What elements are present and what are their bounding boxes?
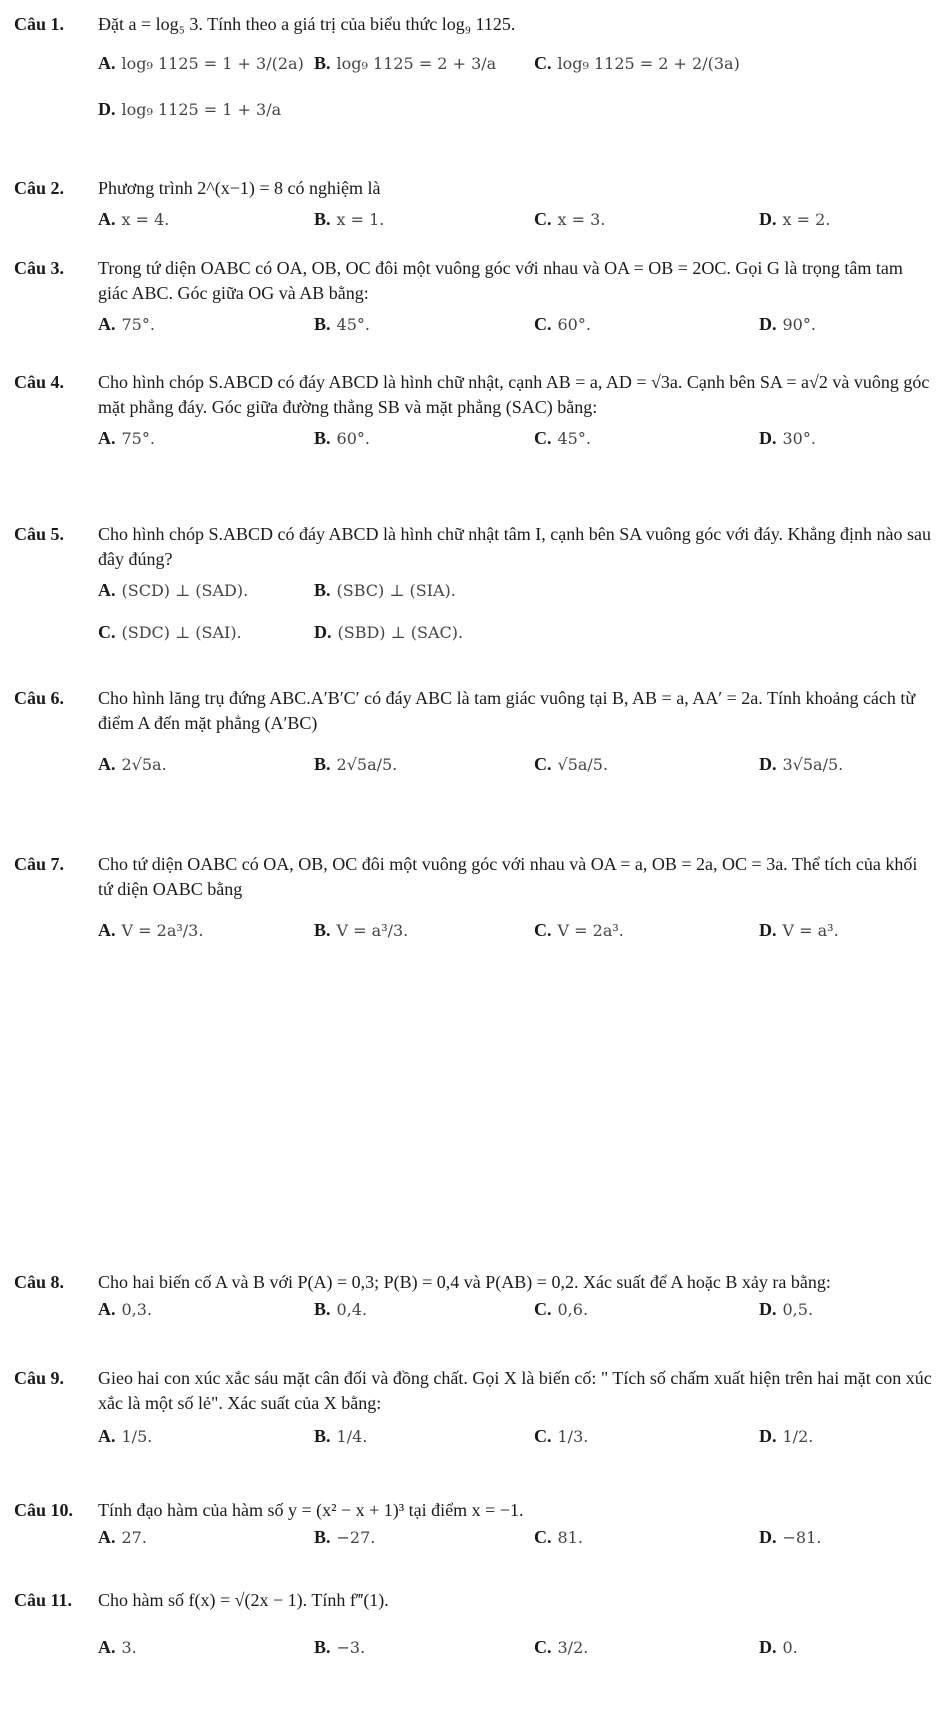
option-b [314,207,384,232]
option-label: C. [534,754,552,774]
option-value: −27. [336,1528,376,1547]
option-d [759,207,830,232]
option-value: 45°. [557,429,591,448]
option-d [314,620,463,645]
option-c [534,312,591,337]
question-11 [14,1588,936,1683]
option-label: D. [759,314,777,334]
question-7 [14,852,936,966]
option-label: D. [759,1299,777,1319]
option-label: B. [314,209,331,229]
option-value: 1/2. [782,1427,814,1446]
option-value: log₉ 1125 = 1 + 3/a [121,100,282,119]
option-label: B. [314,1299,331,1319]
option-value: 60°. [557,315,591,334]
question-label: Câu 2. [14,178,65,198]
question-10 [14,1498,936,1555]
option-value: V = a³/3. [336,921,409,940]
option-label: B. [314,754,331,774]
option-label: A. [98,754,116,774]
question-text: Phương trình 2^(x−1) = 8 có nghiệm là [98,178,381,198]
option-c [534,918,624,943]
option-c [534,51,740,76]
option-b [314,578,456,603]
option-a [98,312,155,337]
option-label: C. [534,209,552,229]
option-b [314,1424,367,1449]
question-label: Câu 6. [14,688,65,708]
option-label: C. [534,53,552,73]
option-value: 30°. [782,429,816,448]
option-label: C. [534,920,552,940]
option-b [314,1635,365,1660]
option-d [759,752,843,777]
option-c [98,620,242,645]
option-b [314,426,370,451]
option-value: (SCD) ⊥ (SAD). [121,581,249,600]
option-c [534,752,608,777]
option-value: x = 3. [557,210,606,229]
option-c [534,426,591,451]
option-label: B. [314,1637,331,1657]
option-a [98,1525,147,1550]
option-value: log₉ 1125 = 2 + 3/a [336,54,497,73]
option-b [314,312,370,337]
option-label: A. [98,314,116,334]
option-label: D. [759,1527,777,1547]
question-label: Câu 8. [14,1272,65,1292]
option-d [759,1297,813,1322]
option-value: −3. [336,1638,366,1657]
option-a [98,1297,152,1322]
question-text: Cho hình chóp S.ABCD có đáy ABCD là hình chữ nhật, cạnh AB = a, AD = √3a. Cạnh bên SA = a√2 và vuông góc mặt phẳng đáy. Góc giữa đường thẳng SB và mặt phẳng (SAC) bằng: [98,372,930,417]
option-d [14,97,936,122]
option-b [314,1297,367,1322]
question-3 [14,256,936,354]
option-value: V = 2a³. [557,921,624,940]
question-label: Câu 1. [14,14,65,34]
option-label: B. [314,1527,331,1547]
option-c [534,1424,588,1449]
question-label: Câu 3. [14,258,65,278]
option-a [98,578,248,603]
option-label: D. [98,99,116,119]
option-value: 0,4. [336,1300,368,1319]
option-value: 3/2. [557,1638,589,1657]
option-label: A. [98,209,116,229]
option-label: A. [98,1426,116,1446]
question-text: Cho hai biến cố A và B với P(A) = 0,3; P(B) = 0,4 và P(AB) = 0,2. Xác suất để A hoặc B xảy ra bằng: [98,1272,831,1292]
option-value: (SBD) ⊥ (SAC). [337,623,464,642]
option-d [759,312,816,337]
option-value: 3√5a/5. [782,755,844,774]
option-label: A. [98,580,116,600]
option-b [314,752,397,777]
option-value: (SDC) ⊥ (SAI). [121,623,242,642]
option-c [534,1525,583,1550]
option-value: 60°. [336,429,370,448]
question-1 [14,12,936,122]
option-a [98,51,304,76]
option-value: 90°. [782,315,816,334]
option-b [314,1525,375,1550]
question-6 [14,686,936,800]
option-c [534,207,605,232]
option-value: 45°. [336,315,370,334]
option-a [98,207,169,232]
option-label: D. [759,920,777,940]
option-label: B. [314,428,331,448]
option-label: C. [534,1637,552,1657]
option-value: 1/3. [557,1427,589,1446]
question-text: Trong tứ diện OABC có OA, OB, OC đôi một vuông góc với nhau và OA = OB = 2OC. Gọi G là trọng tâm tam giác ABC. Góc giữa OG và AB bằng: [98,258,903,303]
option-value: 2√5a. [121,755,167,774]
option-value: 27. [121,1528,147,1547]
option-label: D. [759,754,777,774]
option-label: C. [98,622,116,642]
question-4 [14,370,936,468]
question-text: Đặt a = log₅ 3. Tính theo a giá trị của biểu thức log₉ 1125. [98,14,516,34]
option-a [98,1424,152,1449]
option-a [98,1635,137,1660]
option-label: A. [98,1637,116,1657]
option-a [98,426,155,451]
question-label: Câu 10. [14,1500,74,1520]
option-value: 75°. [121,315,155,334]
option-label: B. [314,53,331,73]
option-value: 2√5a/5. [336,755,398,774]
question-label: Câu 11. [14,1590,73,1610]
question-text: Cho hình chóp S.ABCD có đáy ABCD là hình chữ nhật tâm I, cạnh bên SA vuông góc với đáy. Khẳng định nào sau đây đúng? [98,524,932,569]
option-value: V = a³. [782,921,839,940]
option-label: D. [759,1637,777,1657]
option-value: x = 1. [336,210,385,229]
option-value: V = 2a³/3. [121,921,204,940]
question-label: Câu 9. [14,1368,65,1388]
option-value: (SBC) ⊥ (SIA). [336,581,456,600]
question-text: Gieo hai con xúc xắc sáu mặt cân đối và đồng chất. Gọi X là biến cố: " Tích số chấm xuất hiện trên hai mặt con xúc xắc là một số lẻ". Xác suất của X bằng: [98,1368,932,1413]
option-label: B. [314,920,331,940]
option-label: C. [534,314,552,334]
option-value: log₉ 1125 = 2 + 2/(3a) [557,54,740,73]
option-b [314,918,408,943]
option-value: 0. [782,1638,798,1657]
option-d [759,1424,813,1449]
option-c [534,1635,588,1660]
question-label: Câu 5. [14,524,65,544]
option-label: C. [534,428,552,448]
option-label: A. [98,920,116,940]
option-value: 0,5. [782,1300,814,1319]
option-d [759,1635,798,1660]
question-label: Câu 7. [14,854,65,874]
option-d [759,426,816,451]
option-value: 1/5. [121,1427,153,1446]
option-value: 75°. [121,429,155,448]
option-value: x = 4. [121,210,170,229]
option-value: 0,3. [121,1300,153,1319]
option-label: C. [534,1527,552,1547]
option-value: 1/4. [336,1427,368,1446]
option-a [98,752,167,777]
option-value: 0,6. [557,1300,589,1319]
option-label: A. [98,1299,116,1319]
question-8 [14,1270,936,1327]
option-label: B. [314,314,331,334]
option-value: x = 2. [782,210,831,229]
question-text: Cho hình lăng trụ đứng ABC.A′B′C′ có đáy ABC là tam giác vuông tại B, AB = a, AA′ = 2a. Tính khoảng cách từ điểm A đến mặt phẳng (A′BC) [98,688,916,733]
option-d [759,918,839,943]
option-label: C. [534,1426,552,1446]
question-text: Tính đạo hàm của hàm số y = (x² − x + 1)³ tại điểm x = −1. [98,1500,524,1520]
option-label: D. [314,622,332,642]
question-5 [14,522,936,656]
option-value: 3. [121,1638,137,1657]
option-label: A. [98,53,116,73]
question-text: Cho tứ diện OABC có OA, OB, OC đôi một vuông góc với nhau và OA = a, OB = 2a, OC = 3a. Thể tích của khối tứ diện OABC bằng [98,854,918,899]
option-label: D. [759,1426,777,1446]
option-value: √5a/5. [557,755,609,774]
option-label: D. [759,209,777,229]
question-text: Cho hàm số f(x) = √(2x − 1). Tính f‴(1). [98,1590,389,1610]
option-label: B. [314,1426,331,1446]
option-value: 81. [557,1528,583,1547]
option-label: C. [534,1299,552,1319]
option-b [314,51,496,76]
option-label: A. [98,1527,116,1547]
question-9 [14,1366,936,1472]
question-2 [14,176,936,249]
option-c [534,1297,588,1322]
option-value: −81. [782,1528,822,1547]
option-value: log₉ 1125 = 1 + 3/(2a) [121,54,304,73]
question-label: Câu 4. [14,372,65,392]
option-label: A. [98,428,116,448]
option-label: D. [759,428,777,448]
option-a [98,918,203,943]
option-d [759,1525,821,1550]
option-label: B. [314,580,331,600]
